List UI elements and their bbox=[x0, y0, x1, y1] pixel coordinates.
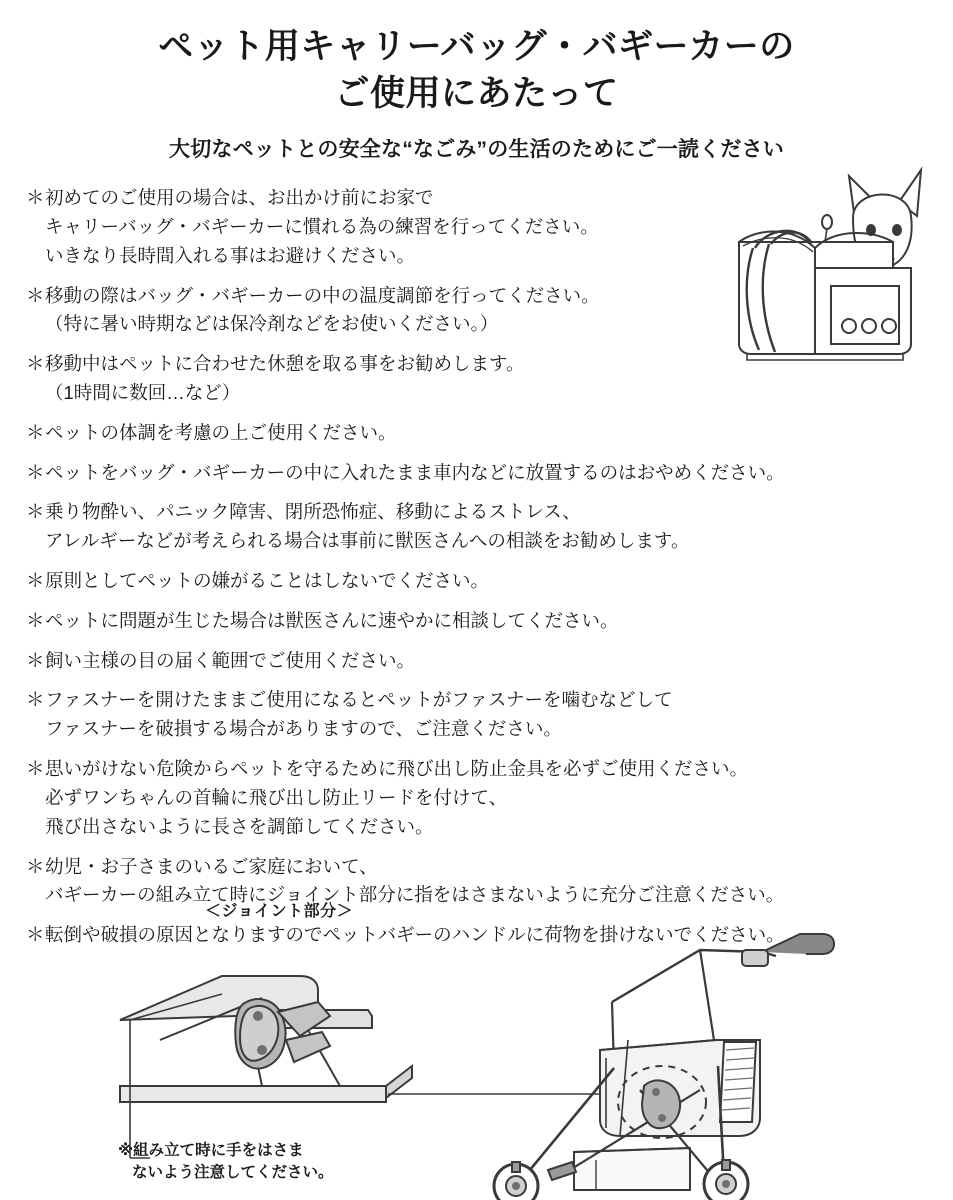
note-line: ペットの体調を考慮の上ご使用ください。 bbox=[45, 421, 397, 443]
note-line: アレルギーなどが考えられる場合は事前に獣医さんへの相談をお勧めします。 bbox=[45, 530, 690, 552]
list-item bbox=[26, 460, 927, 487]
bullet-marker: ＊ bbox=[26, 689, 45, 711]
list-item bbox=[26, 608, 927, 635]
note-line: 乗り物酔い、パニック障害、閉所恐怖症、移動によるストレス、 bbox=[45, 501, 581, 523]
bullet-marker: ＊ bbox=[26, 284, 45, 306]
bullet-marker: ＊ bbox=[26, 353, 45, 375]
note-line: 必ずワンちゃんの首輪に飛び出し防止リードを付けて、 bbox=[45, 786, 508, 808]
note-line: 飼い主様の目の届く範囲でご使用ください。 bbox=[45, 649, 416, 671]
bullet-marker: ＊ bbox=[26, 609, 45, 631]
joint-caption: ＜ジョイント部分＞ bbox=[205, 903, 354, 920]
joint-warning-line: ※組み立て時に手をはさま bbox=[118, 1142, 304, 1159]
list-item bbox=[26, 420, 927, 447]
bullet-marker: ＊ bbox=[26, 461, 45, 483]
note-line: ファスナーを開けたままご使用になるとペットがファスナーを噛むなどして bbox=[45, 689, 673, 711]
note-line: 移動の際はバッグ・バギーカーの中の温度調節を行ってください。 bbox=[45, 284, 600, 306]
title-line-2: ご使用にあたって bbox=[334, 73, 619, 113]
list-item bbox=[26, 568, 927, 595]
note-line: 飛び出さないように長さを調節してください。 bbox=[45, 815, 434, 837]
joint-warning-note bbox=[118, 1140, 334, 1185]
note-line: ペットに問題が生じた場合は獣医さんに速やかに相談してください。 bbox=[45, 609, 619, 631]
note-line: 移動中はペットに合わせた休憩を取る事をお勧めします。 bbox=[45, 353, 525, 375]
note-line: 幼児・お子さまのいるご家庭において、 bbox=[45, 855, 378, 877]
note-line: バギーカーの組み立て時にジョイント部分に指をはさまないように充分ご注意ください。 bbox=[45, 884, 785, 906]
note-line: ペットをバッグ・バギーカーの中に入れたまま車内などに放置するのはおやめください。 bbox=[45, 461, 785, 483]
note-line: （1時間に数回…など） bbox=[45, 381, 241, 403]
list-item bbox=[26, 185, 927, 269]
note-line: キャリーバッグ・バギーカーに慣れる為の練習を行ってください。 bbox=[45, 215, 599, 237]
list-item bbox=[26, 351, 927, 407]
joint-warning-line: ないよう注意してください。 bbox=[132, 1164, 334, 1182]
note-line: 初めてのご使用の場合は、お出かけ前にお家で bbox=[45, 187, 434, 209]
list-item bbox=[26, 499, 927, 555]
note-line: いきなり長時間入れる事はお避けください。 bbox=[45, 244, 416, 266]
note-line: 転倒や破損の原因となりますのでペットバギーのハンドルに荷物を掛けないでください。 bbox=[45, 924, 785, 946]
title-line-1: ペット用キャリーバッグ・バギーカーの bbox=[158, 27, 795, 66]
note-line: 思いがけない危険からペットを守るために飛び出し防止金具を必ずご使用ください。 bbox=[45, 758, 749, 780]
page-subtitle: 大切なペットとの安全な“なごみ”の生活のためにご一読ください bbox=[169, 138, 784, 162]
notes-list bbox=[26, 185, 927, 949]
list-item bbox=[26, 854, 927, 910]
bullet-marker: ＊ bbox=[26, 924, 45, 946]
list-item bbox=[26, 648, 927, 675]
bullet-marker: ＊ bbox=[26, 649, 45, 671]
bullet-marker: ＊ bbox=[26, 501, 45, 523]
list-item bbox=[26, 687, 927, 743]
page-title bbox=[26, 24, 927, 117]
note-line: ファスナーを破損する場合がありますので、ご注意ください。 bbox=[45, 718, 562, 740]
bullet-marker: ＊ bbox=[26, 421, 45, 443]
list-item bbox=[26, 922, 927, 949]
note-line: （特に暑い時期などは保冷剤などをお使いください。） bbox=[45, 313, 499, 335]
list-item bbox=[26, 283, 927, 339]
bullet-marker: ＊ bbox=[26, 570, 45, 592]
list-item bbox=[26, 756, 927, 840]
bullet-marker: ＊ bbox=[26, 855, 45, 877]
bullet-marker: ＊ bbox=[26, 187, 45, 209]
note-line: 原則としてペットの嫌がることはしないでください。 bbox=[45, 570, 490, 592]
bullet-marker: ＊ bbox=[26, 758, 45, 780]
